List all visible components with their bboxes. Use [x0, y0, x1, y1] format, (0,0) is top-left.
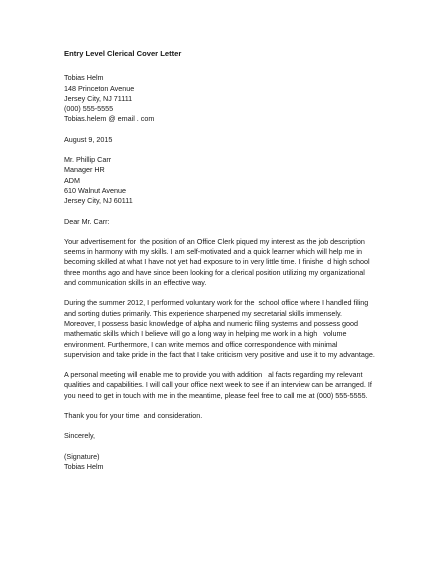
body-paragraph-3 — [64, 370, 384, 401]
paragraph-line: A personal meeting will enable me to provide you with addition al facts regarding my relevant — [64, 370, 363, 380]
body-paragraph-2 — [64, 298, 384, 360]
paragraph-line: becoming skilled at what I have not yet had exposure to in very little time. I finishe d high school — [64, 257, 370, 267]
recipient-name: Mr. Phillip Carr — [64, 155, 112, 165]
recipient-title: Manager HR — [64, 165, 105, 175]
signature-name: Tobias Helm — [64, 461, 104, 471]
sender-email: Tobias.helem @ email . com — [64, 114, 155, 124]
sender-address — [64, 73, 384, 124]
sender-name: Tobias Helm — [64, 73, 104, 83]
paragraph-line: seems in harmony with my skills. I am self-motivated and a quick learner which will help me in — [64, 247, 362, 257]
recipient-company: ADM — [64, 175, 80, 185]
recipient-city: Jersey City, NJ 60111 — [64, 196, 133, 206]
paragraph-line: and communication skills in an effective way. — [64, 278, 207, 288]
letter-date: August 9, 2015 — [64, 134, 113, 144]
body-paragraph-4 — [64, 411, 384, 421]
sender-phone: (000) 555-5555 — [64, 104, 114, 114]
sender-street: 148 Princeton Avenue — [64, 83, 135, 93]
signature-note: (Signature) — [64, 451, 100, 461]
paragraph-line: Your advertisement for the position of an Office Clerk piqued my interest as the job description — [64, 236, 365, 246]
paragraph-line: mathematic skills which I believe will go a long way in helping me work in a high volume — [64, 329, 347, 339]
sender-city: Jersey City, NJ 71111 — [64, 93, 133, 103]
paragraph-line: Moreover, I possess basic knowledge of alpha and numeric filing systems and possess good — [64, 318, 359, 328]
paragraph-line: Thank you for your time and consideration. — [64, 411, 203, 421]
recipient-address — [64, 155, 384, 206]
paragraph-line: During the summer 2012, I performed voluntary work for the school office where I handled filing — [64, 298, 369, 308]
paragraph-line: three months ago and have since been looking for a clerical position utilizing my organizational — [64, 267, 365, 277]
paragraph-line: qualities and capabilities. I will call your office next week to see if an interview can be arranged. If — [64, 380, 372, 390]
paragraph-line: you need to get in touch with me in the meantime, please feel free to call me at (000) 555-5555. — [64, 390, 368, 400]
salutation: Dear Mr. Carr: — [64, 216, 110, 226]
paragraph-line: environment. Furthermore, I can write memos and office correspondence with minimal — [64, 339, 338, 349]
closing: Sincerely, — [64, 431, 96, 441]
signature-block — [64, 452, 384, 473]
letter-page — [64, 49, 384, 482]
paragraph-line: and sorting duties primarily. This experience sharpened my secretarial skills immensely. — [64, 308, 343, 318]
recipient-street: 610 Walnut Avenue — [64, 185, 126, 195]
paragraph-line: supervision and take pride in the fact that I take criticism very positive and use it to my advantage. — [64, 349, 375, 359]
letter-title: Entry Level Clerical Cover Letter — [64, 49, 182, 58]
body-paragraph-1 — [64, 237, 384, 288]
